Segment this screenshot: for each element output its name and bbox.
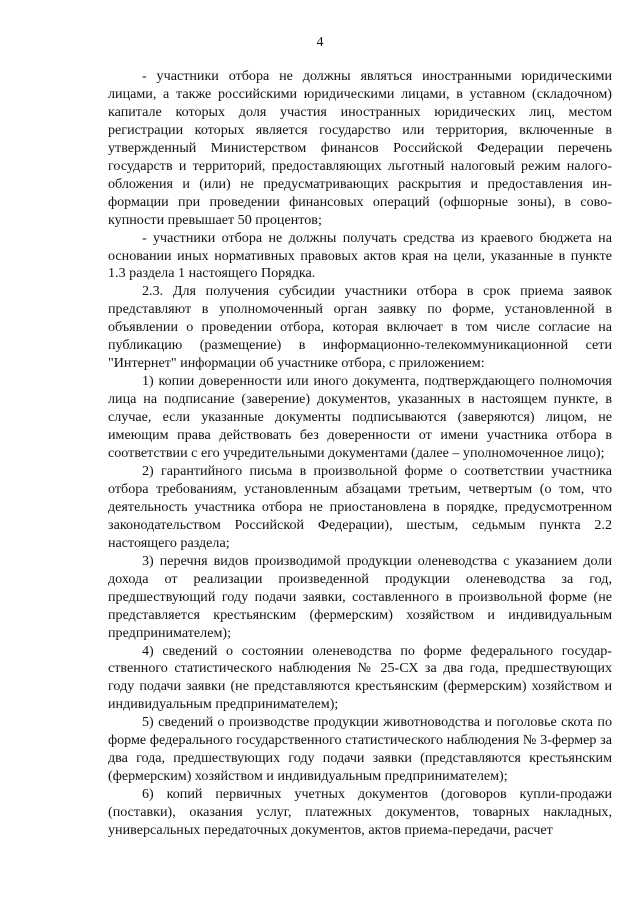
document-body bbox=[108, 68, 612, 840]
paragraph: 5) сведений о производстве продукции животноводства и поголовье скота по форме федерального государственного статистического наблюдения № 3-фермер за два года, предшествующих году подачи заявки (представляются крестьянским (фермерским) хозяйством и индивидуальным предпринимателем); bbox=[108, 714, 612, 785]
paragraph: 6) копий первичных учетных документов (договоров купли-продажи (поставки), оказания услуг, платежных документов, товарных накладных, универсальных передаточных документов, актов приема-передачи, расчет bbox=[108, 786, 612, 839]
paragraph: 2) гарантийного письма в произвольной форме о соответствии участника отбора требованиям, установленным абзацами третьим, четвертым (о том, что деятельность участника отбора не приостановлена в порядке, предусмотренном законодательством Российской Федерации), шестым, седьмым пункта 2.2 настоящего раздела; bbox=[108, 462, 612, 551]
paragraph: 4) сведений о состоянии оленеводства по форме федерального государственного статистического наблюдения № 25-СХ за два года, предшествующих году подачи заявки (не представляются крестьянским (фермерским) хозяйством и индивидуальным предпринимателем); bbox=[108, 642, 612, 713]
paragraph: 3) перечня видов производимой продукции оленеводства с указанием доли дохода от реализации произведенной продукции оленеводства за год, предшествующий году подачи заявки, составленного в произвольной форме (не представляется крестьянским (фермерским) хозяйством и индивидуальным предпринимателем); bbox=[108, 552, 612, 641]
paragraph: - участники отбора не должны являться иностранными юридическими лицами, а также российскими юридическими лицами, в уставном (складочном) капитале которых доля участия иностранных юридических лиц, местом регистрации которых является государство или территория, включенные в утвержденный Министерством финансов Российской Федерации перечень государств и территорий, предоставляющих льготный налоговый режим налогообложения и (или) не предусматривающих раскрытия и предоставления информации при проведении финансовых операций (офшорные зоны), в совокупности превышает 50 процентов; bbox=[108, 68, 612, 228]
page-number: 4 bbox=[316, 35, 324, 50]
paragraph: 2.3. Для получения субсидии участники отбора в срок приема заявок представляют в уполномоченный орган заявку по форме, установленной в объявлении о проведении отбора, которая включает в том числе согласие на публикацию (размещение) в информационно-телекоммуникационной сети "Интернет" информации об участнике отбора, с приложением: bbox=[108, 283, 612, 372]
paragraph: - участники отбора не должны получать средства из краевого бюджета на основании иных нормативных правовых актов края на цели, указанные в пункте 1.3 раздела 1 настоящего Порядка. bbox=[108, 229, 612, 282]
paragraph: 1) копии доверенности или иного документа, подтверждающего полномочия лица на подписание (заверение) документов, указанных в настоящем пункте, в случае, если указанные документы подписываются (заверяются) лицом, не имеющим права действовать без доверенности от имени участника отбора в соответствии с его учредительными документами (далее – уполномоченное лицо); bbox=[108, 373, 612, 462]
